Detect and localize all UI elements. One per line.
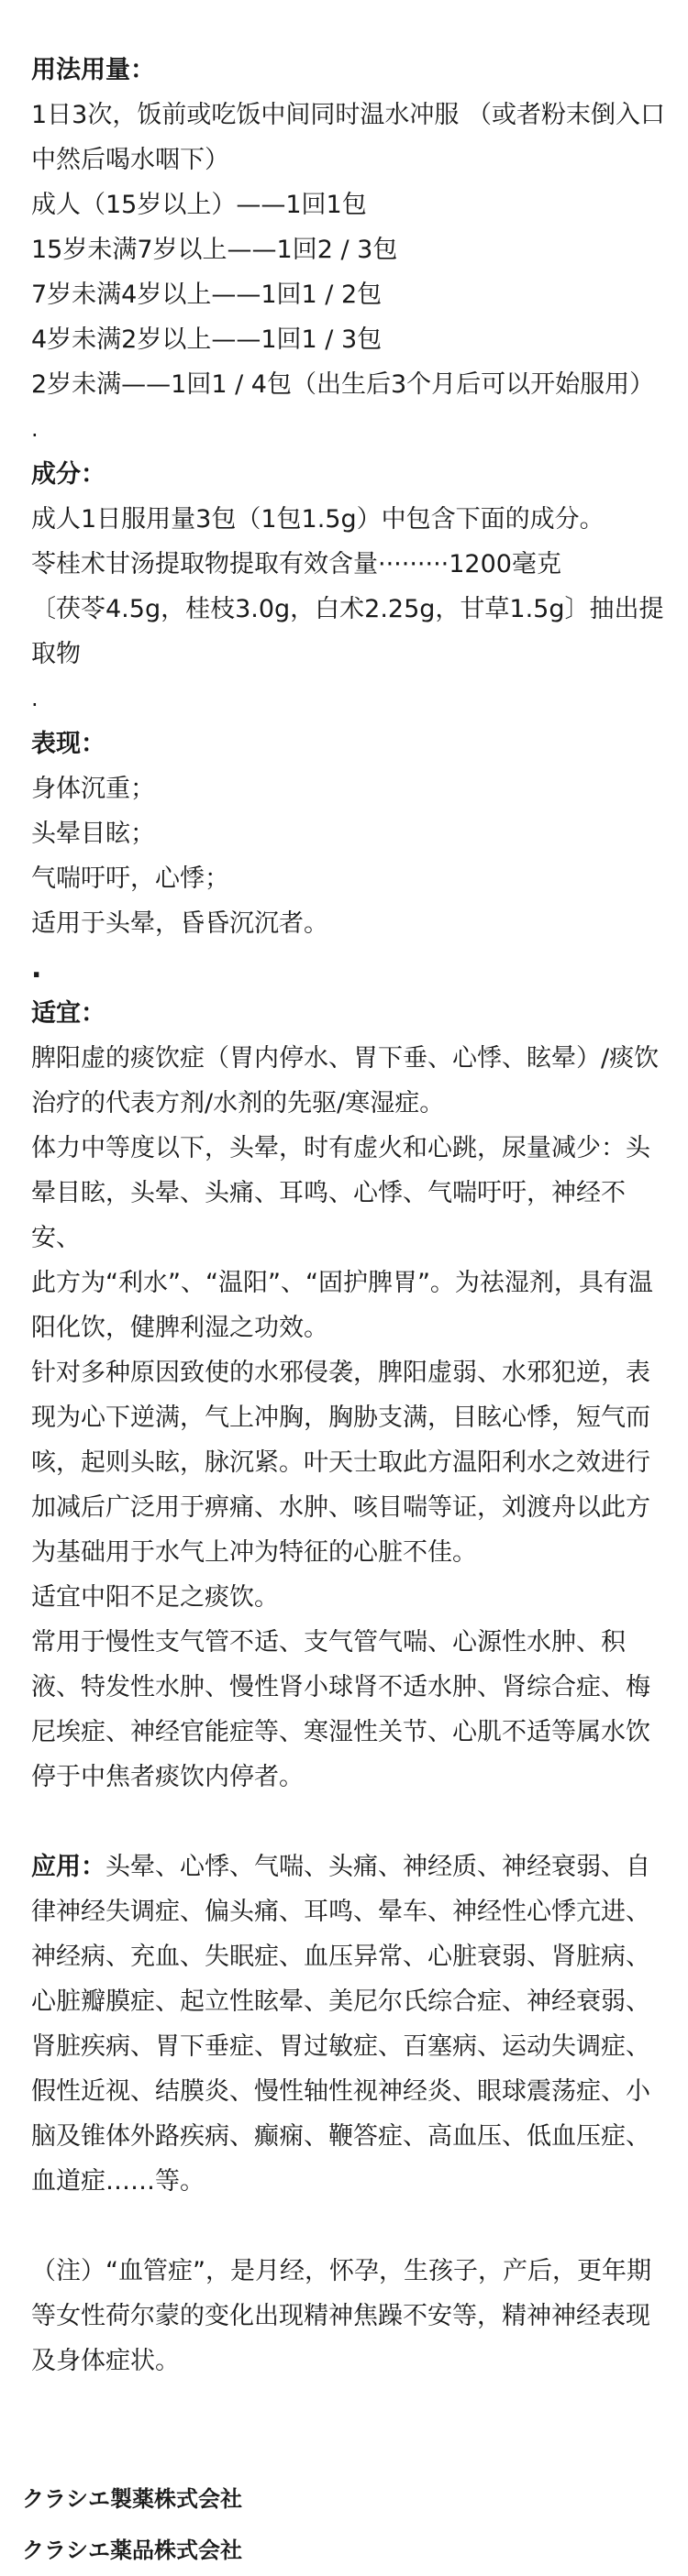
note-paragraph: （注）“血管症”，是月经，怀孕，生孩子，产后，更年期等女性荷尔蒙的变化出现精神焦躁不安等，精神神经表现及身体症状。: [31, 2257, 651, 2375]
suitable-paragraph: 常用于慢性支气管不适、支气管气喘、心源性水肿、积液、特发性水肿、慢性肾小球肾不适水肿、肾综合症、梅尼埃症、神经官能症等、寒湿性关节、心肌不适等属水饮停于中焦者痰饮内停者。: [31, 1628, 650, 1791]
symptoms-line: 身体沉重；: [31, 775, 155, 803]
section-separator: .: [31, 686, 39, 711]
usage-line: 成人（15岁以上）——1回1包: [31, 191, 367, 219]
symptoms-line: 适用于头晕，昏昏沉沉者。: [31, 909, 328, 938]
suitable-paragraph: 适宜中阳不足之痰饮。: [31, 1583, 279, 1612]
application-paragraph: [0, 1844, 688, 2204]
ingredients-line: 成人1日服用量3包（1包1.5g）中包含下面的成分。: [31, 505, 605, 534]
section-separator: .: [31, 952, 42, 985]
suitable-paragraph: 此方为“利水”、“温阳”、“固护脾胃”。为祛湿剂，具有温阳化饮，健脾利湿之功效。: [31, 1269, 653, 1342]
symptoms-heading: 表现：: [31, 730, 105, 758]
suitable-paragraph: 体力中等度以下，头晕，时有虚火和心跳，尿量减少：头晕目眩，头晕、头痛、耳鸣、心悸、气喘吁吁，神经不安、: [31, 1134, 650, 1252]
usage-line: 4岁未满2岁以上——1回1 / 3包: [31, 325, 383, 354]
ingredients-heading: 成分：: [31, 460, 105, 489]
suitable-paragraph: 脾阳虚的痰饮症（胃内停水、胃下垂、心悸、眩晕）/痰饮治疗的代表方剂/水剂的先驱/寒湿症。: [31, 1044, 660, 1117]
symptoms-line: 气喘吁吁，心悸；: [31, 864, 229, 893]
ingredients-line: 苓桂术甘汤提取物提取有效含量·········1200毫克: [31, 550, 561, 578]
usage-line: 7岁未满4岁以上——1回1 / 2包: [31, 281, 383, 309]
suitable-heading: 适宜：: [31, 999, 105, 1028]
section-separator: .: [31, 416, 39, 442]
company-name: クラシエ薬品株式会社: [22, 2537, 242, 2563]
ingredients-line: 〔茯苓4.5g，桂枝3.0g，白术2.25g，甘草1.5g〕抽出提取物: [31, 595, 664, 668]
application-heading: 应用：: [31, 1853, 105, 1881]
usage-line: 15岁未满7岁以上——1回2 / 3包: [31, 236, 398, 264]
application-text: 头晕、心悸、气喘、头痛、神经质、神经衰弱、自律神经失调症、偏头痛、耳鸣、晕车、神经性心悸亢进、神经病、充血、失眠症、血压异常、心脏衰弱、肾脏病、心脏瓣膜症、起立性眩晕、美尼尔氏综合症、神经衰弱、肾脏疾病、胃下垂症、胃过敏症、百塞病、运动失调症、假性近视、结膜炎、慢性轴性视神经炎、眼球震荡症、小脑及锥体外路疾病、癫痫、鞭答症、高血压、低血压症、血道症……等。: [31, 1853, 650, 2196]
usage-line: 2岁未满——1回1 / 4包（出生后3个月后可以开始服用）: [31, 370, 655, 399]
company-name: クラシエ製薬株式会社: [22, 2486, 242, 2512]
spacer: [0, 2204, 688, 2249]
usage-heading: 用法用量：: [31, 56, 155, 84]
usage-line: 1日3次，饭前或吃饭中间同时温水冲服 （或者粉末倒入口中然后喝水咽下）: [31, 101, 665, 174]
spacer: [0, 2383, 688, 2473]
symptoms-line: 头晕目眩；: [31, 820, 155, 848]
spacer: [0, 1800, 688, 1844]
suitable-paragraph: 针对多种原因致使的水邪侵袭，脾阳虚弱、水邪犯逆，表现为心下逆满，气上冲胸，胸胁支满，目眩心悸，短气而咳，起则头眩，脉沉紧。叶天士取此方温阳利水之效进行加减后广泛用于痹痛、水肿、咳目喘等证，刘渡舟以此方为基础用于水气上冲为特征的心脏不佳。: [31, 1359, 650, 1567]
